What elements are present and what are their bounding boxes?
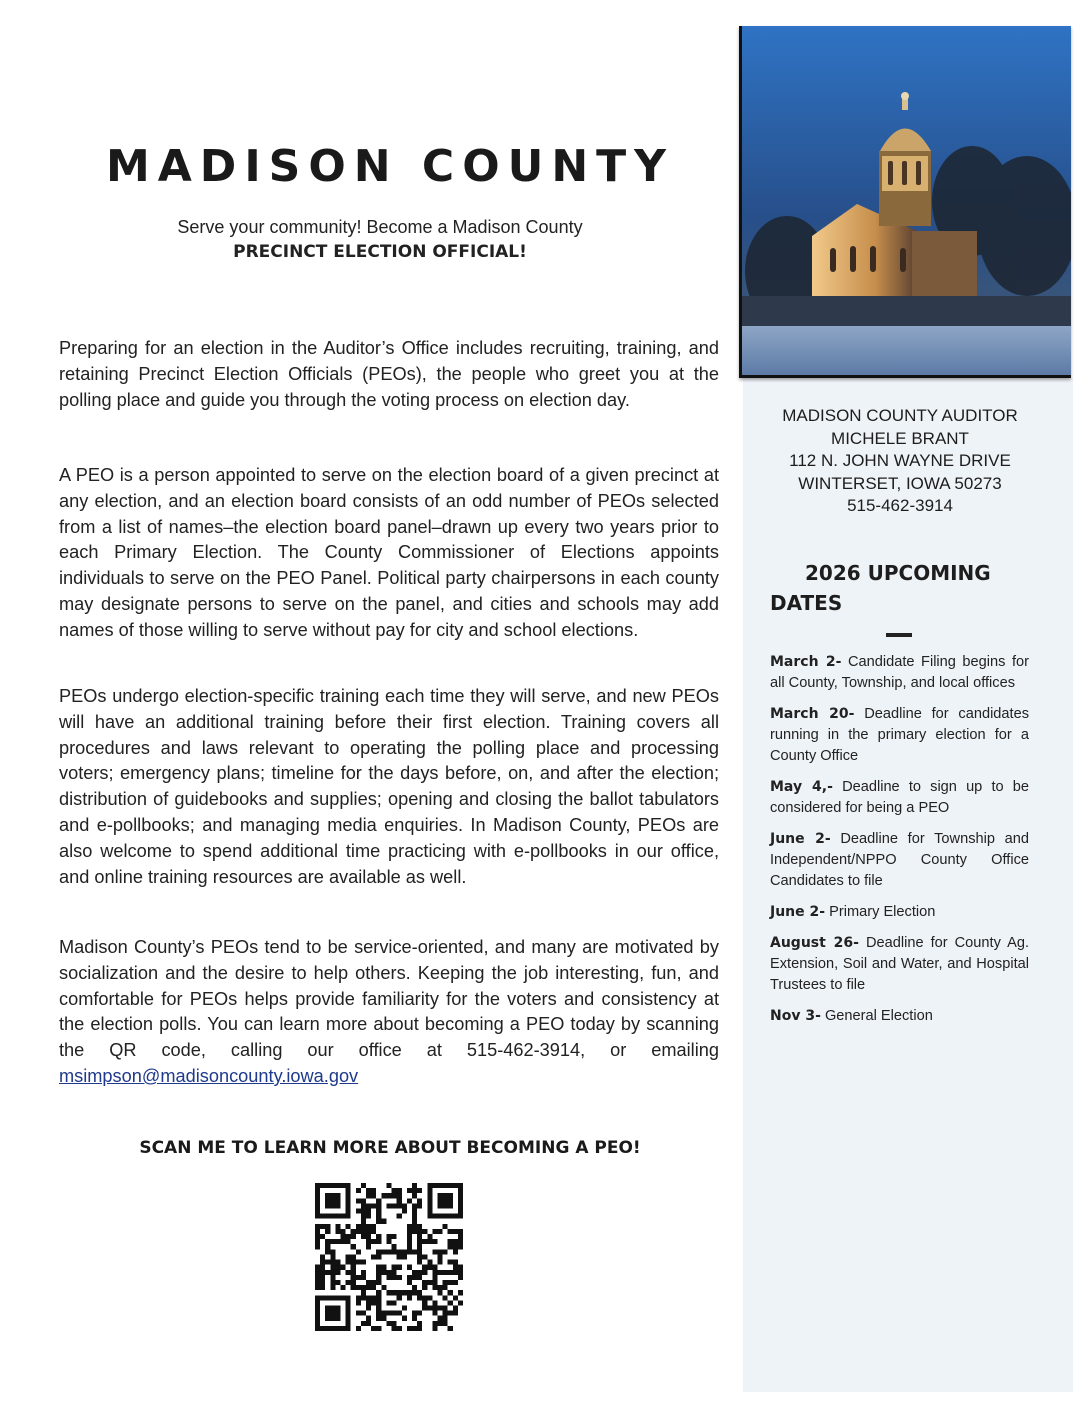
dates-heading-line-1: 2026 UPCOMING [805,561,991,585]
dates-list [770,652,1029,1037]
date-item [770,652,1029,694]
date-label: June 2- [770,831,831,847]
auditor-address [745,405,1055,518]
date-desc: Deadline for Township and Independent/NPPO County Office Candidates to file [770,831,1029,889]
auditor-street: 112 N. JOHN WAYNE DRIVE [789,451,1011,470]
date-item [770,704,1029,767]
dates-heading [770,558,1030,618]
date-label: March 20- [770,706,855,722]
date-desc: General Election [820,1008,933,1024]
qr-code-icon[interactable] [314,1183,464,1331]
scan-label: SCAN ME TO LEARN MORE ABOUT BECOMING A PEO! [139,1138,641,1158]
subtitle-line-2: PRECINCT ELECTION OFFICIAL! [233,242,527,262]
auditor-city: WINTERSET, IOWA 50273 [798,473,1002,493]
courthouse-photo [739,26,1071,378]
date-item [770,933,1029,996]
date-label: March 2- [770,654,842,670]
page-title: MADISON COUNTY [105,141,675,192]
date-desc: Candidate Filing begins for all County, Township, and local offices [770,654,1029,691]
date-item [770,777,1029,819]
subtitle [80,215,680,265]
date-item [770,829,1029,892]
date-label: May 4,- [770,779,833,795]
date-label: August 26- [770,935,859,951]
date-item [770,1006,1029,1027]
email-link[interactable]: msimpson@madisoncounty.iowa.gov [59,1065,359,1086]
subtitle-line-1: Serve your community! Become a Madison County [177,217,583,237]
date-item [770,902,1029,923]
paragraph-contact-text: Madison County’s PEOs tend to be service-oriented, and many are motivated by socialization and the desire to help others. Keeping the job interesting, fun, and comfortable for PEOs helps provide familiarity for the voters and consistency at the election polls. You can learn more about becoming a PEO today by scanning the QR code, calling our office at 515-462-3914, or emailing [59,937,719,1061]
date-label: Nov 3- [770,1008,821,1024]
divider [886,633,912,637]
dates-heading-line-2: DATES [770,591,843,615]
date-desc: Deadline for candidates running in the primary election for a County Office [770,706,1030,764]
auditor-name: MICHELE BRANT [831,428,969,448]
date-desc: Deadline to sign up to be considered for being a PEO [770,779,1029,816]
auditor-phone: 515-462-3914 [847,496,953,515]
paragraph-intro: Preparing for an election in the Auditor’s Office includes recruiting, training, and retaining Precinct Election Officials (PEOs), the people who greet you at the polling place and guide you through the voting process on election day. [59,338,719,410]
date-desc: Primary Election [825,904,936,920]
paragraph-contact [59,935,719,1090]
paragraph-peo-definition: A PEO is a person appointed to serve on the election board of a given precinct at any election, and an election board consists of an odd number of PEOs selected from a list of names–the election board panel–drawn up every two years prior to each Primary Election. The County Commissioner of Elections appoints individuals to serve on the PEO Panel. Political party chairpersons in each county may designate persons to serve on the panel, and cities and schools may add names of those willing to serve without pay for city and school elections. [59,465,719,640]
paragraph-training: PEOs undergo election-specific training each time they will serve, and new PEOs will have an additional training before their first election. Training covers all procedures and laws relevant to operating the polling place and processing voters; emergency plans; timeline for the days before, on, and after the election; distribution of guidebooks and supplies; opening and closing the ballot tabulators and e-pollbooks; and managing media enquiries. In Madison County, PEOs are also welcome to spend additional time practicing with e-pollbooks in our office, and online training resources are available as well. [59,686,719,887]
date-desc: Deadline for County Ag. Extension, Soil and Water, and Hospital Trustees to file [770,935,1029,993]
date-label: June 2- [770,904,826,920]
auditor-office: MADISON COUNTY AUDITOR [782,406,1018,425]
